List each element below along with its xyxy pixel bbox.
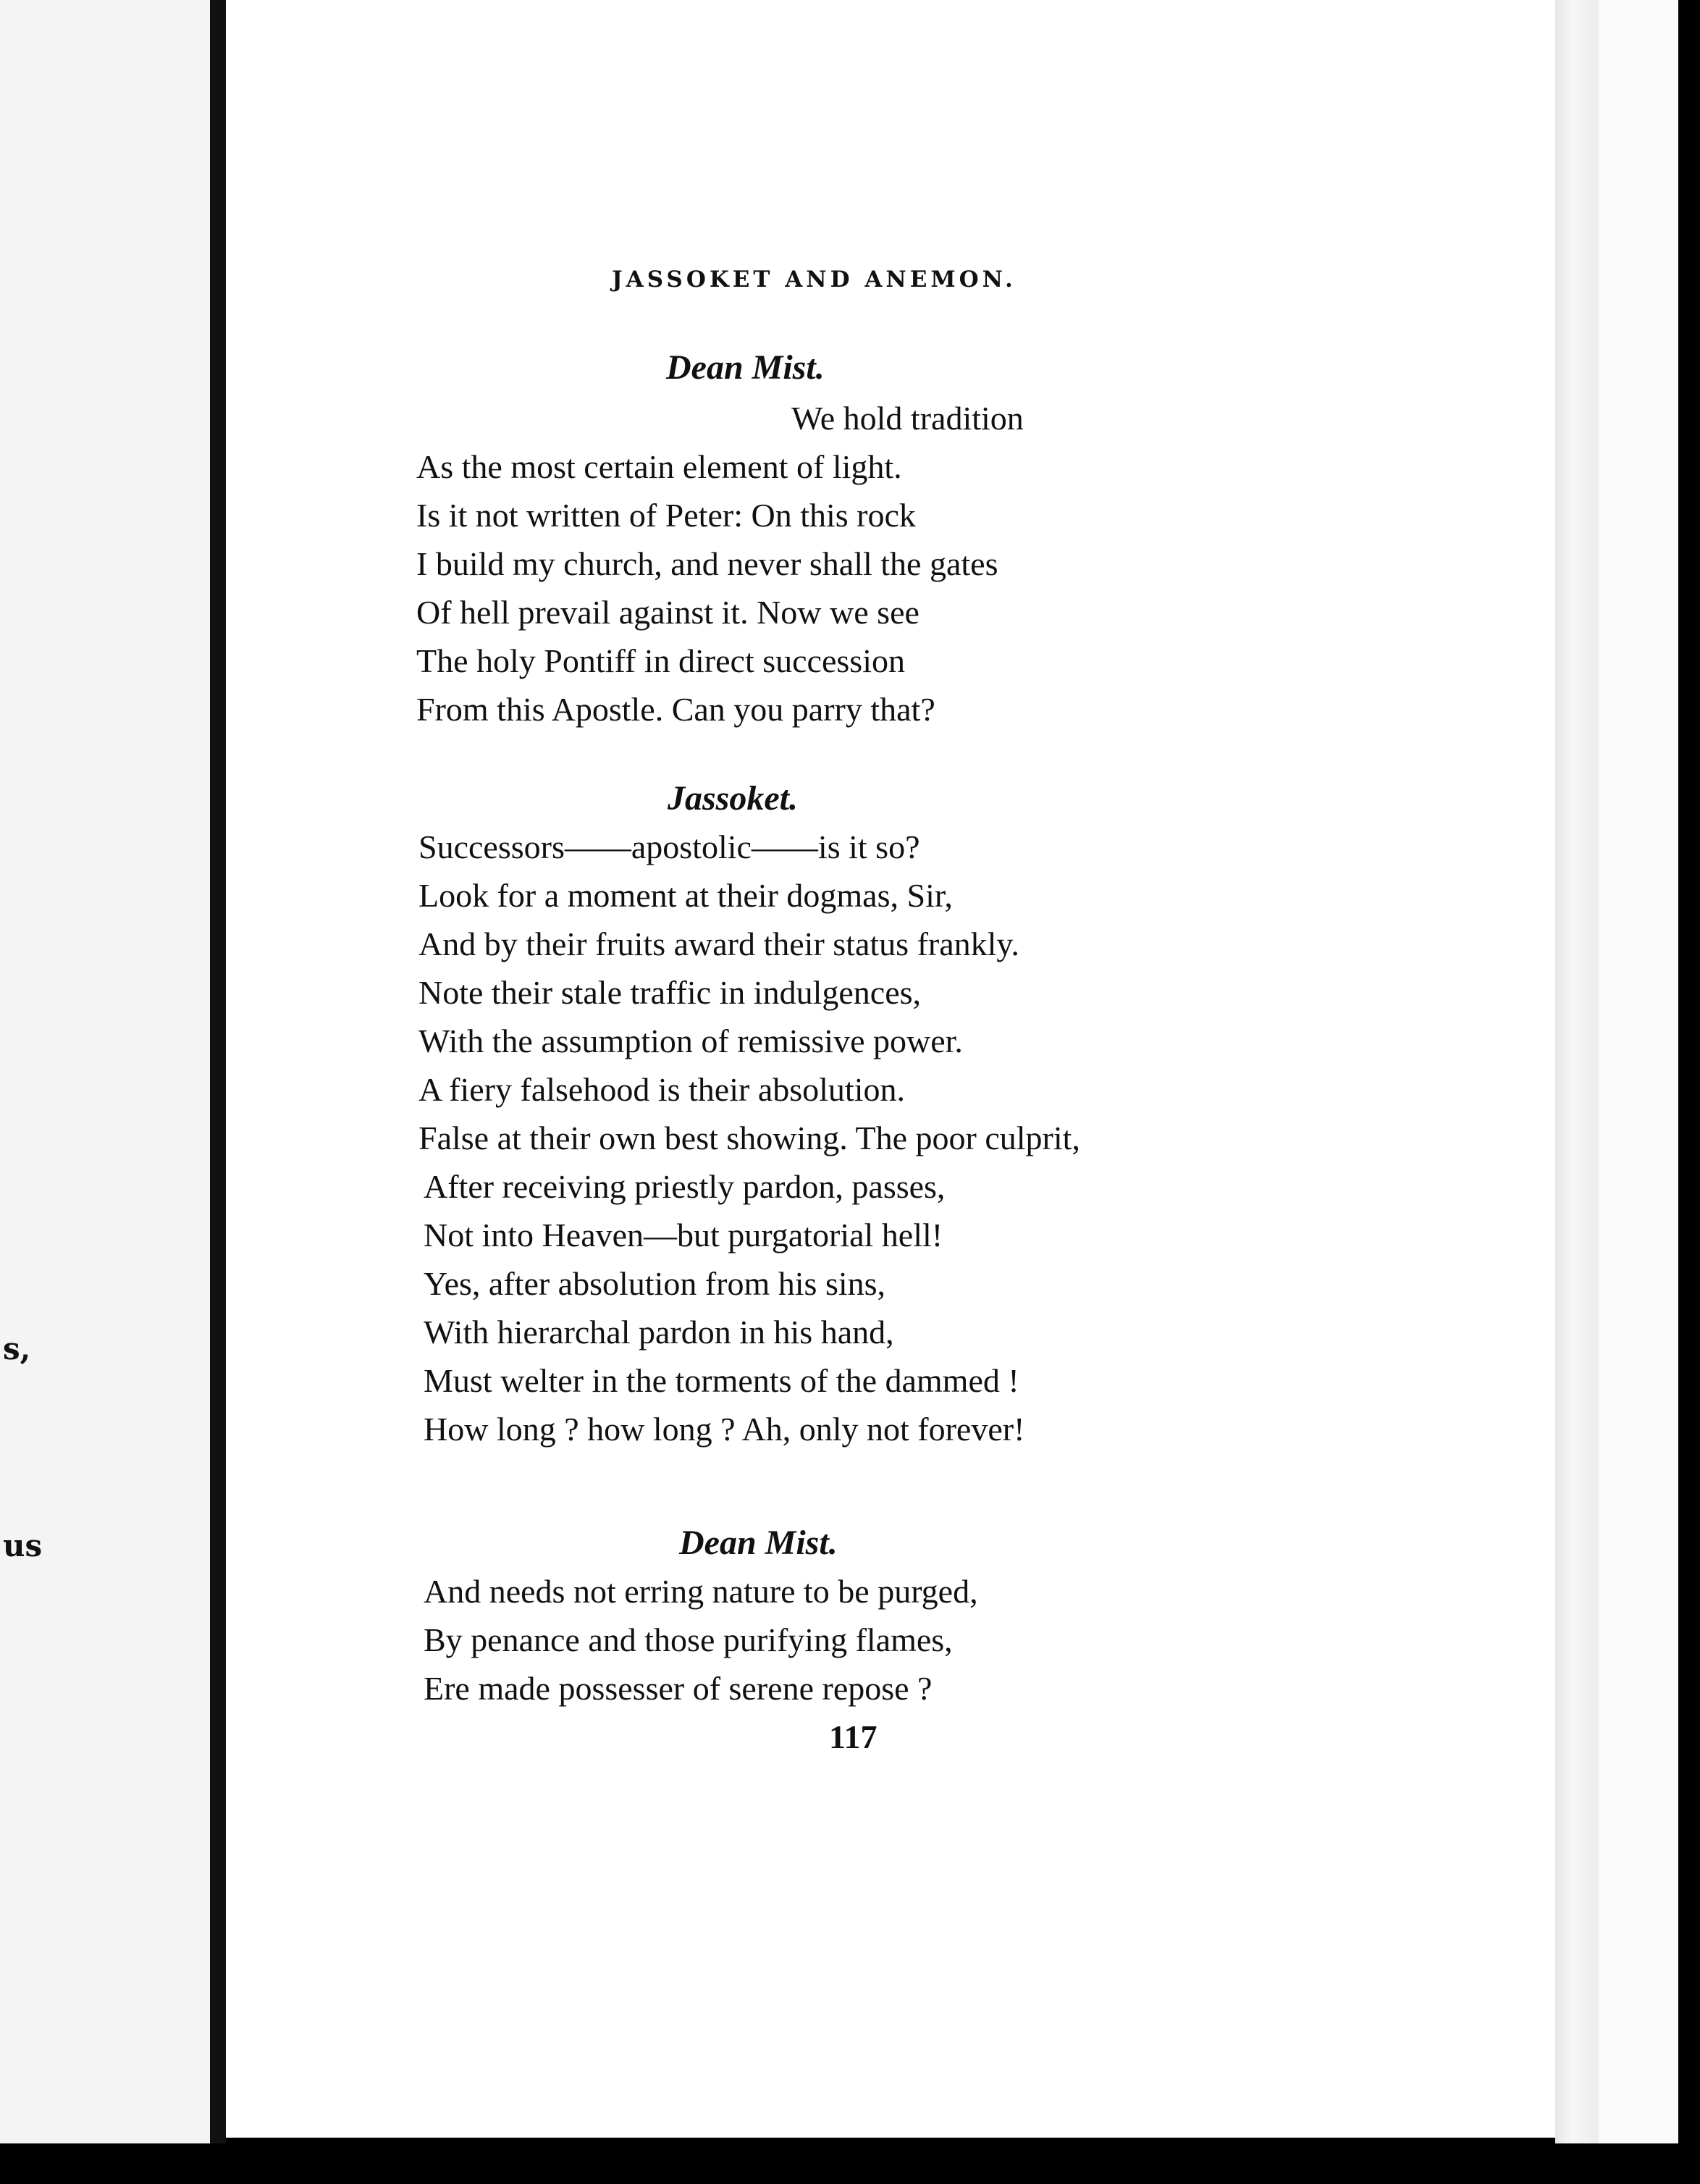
verse-line: As the most certain element of light. (416, 448, 902, 485)
speaker-name: Dean Mist. (666, 348, 825, 387)
verse-line: And by their fruits award their status frankly. (418, 925, 1019, 962)
verse-line: The holy Pontiff in direct succession (416, 642, 905, 679)
verse-line: With hierarchal pardon in his hand, (424, 1314, 894, 1351)
book-spine (210, 0, 226, 2143)
verse-line: Look for a moment at their dogmas, Sir, (418, 877, 953, 914)
page-edge (1599, 0, 1678, 2143)
verse-line: How long ? how long ? Ah, only not forever! (424, 1411, 1025, 1448)
verse-line: Ere made possesser of serene repose ? (424, 1670, 933, 1707)
book-page (226, 0, 1555, 2138)
verse-line: False at their own best showing. The poor culprit, (418, 1120, 1080, 1156)
page-number: 117 (829, 1718, 878, 1755)
verse-line: Not into Heaven—but purgatorial hell! (424, 1217, 943, 1253)
facing-page (0, 0, 210, 2143)
verse-line: With the assumption of remissive power. (418, 1022, 963, 1059)
verse-line: Yes, after absolution from his sins, (424, 1265, 886, 1302)
verse-line: Note their stale traffic in indulgences, (418, 974, 922, 1011)
verse-line: Must welter in the torments of the dammed ! (424, 1362, 1019, 1399)
verse-line: By penance and those purifying flames, (424, 1621, 953, 1658)
verse-line: Successors——apostolic——is it so? (418, 828, 920, 865)
facing-page-fragment: us (3, 1528, 43, 1563)
page-edge (1555, 0, 1599, 2143)
verse-line: After receiving priestly pardon, passes, (424, 1168, 946, 1205)
speaker-name: Dean Mist. (679, 1524, 838, 1562)
verse-line: And needs not erring nature to be purged, (424, 1573, 978, 1610)
facing-page-fragment: s, (3, 1331, 31, 1366)
running-head: JASSOKET AND ANEMON. (612, 266, 1017, 293)
verse-line: I build my church, and never shall the gates (416, 545, 998, 582)
speaker-name: Jassoket. (668, 779, 798, 818)
verse-line: A fiery falsehood is their absolution. (418, 1071, 905, 1108)
verse-line: Of hell prevail against it. Now we see (416, 594, 920, 631)
verse-line: Is it not written of Peter: On this rock (416, 497, 916, 534)
verse-line: We hold tradition (791, 400, 1024, 437)
verse-line: From this Apostle. Can you parry that? (416, 691, 935, 728)
